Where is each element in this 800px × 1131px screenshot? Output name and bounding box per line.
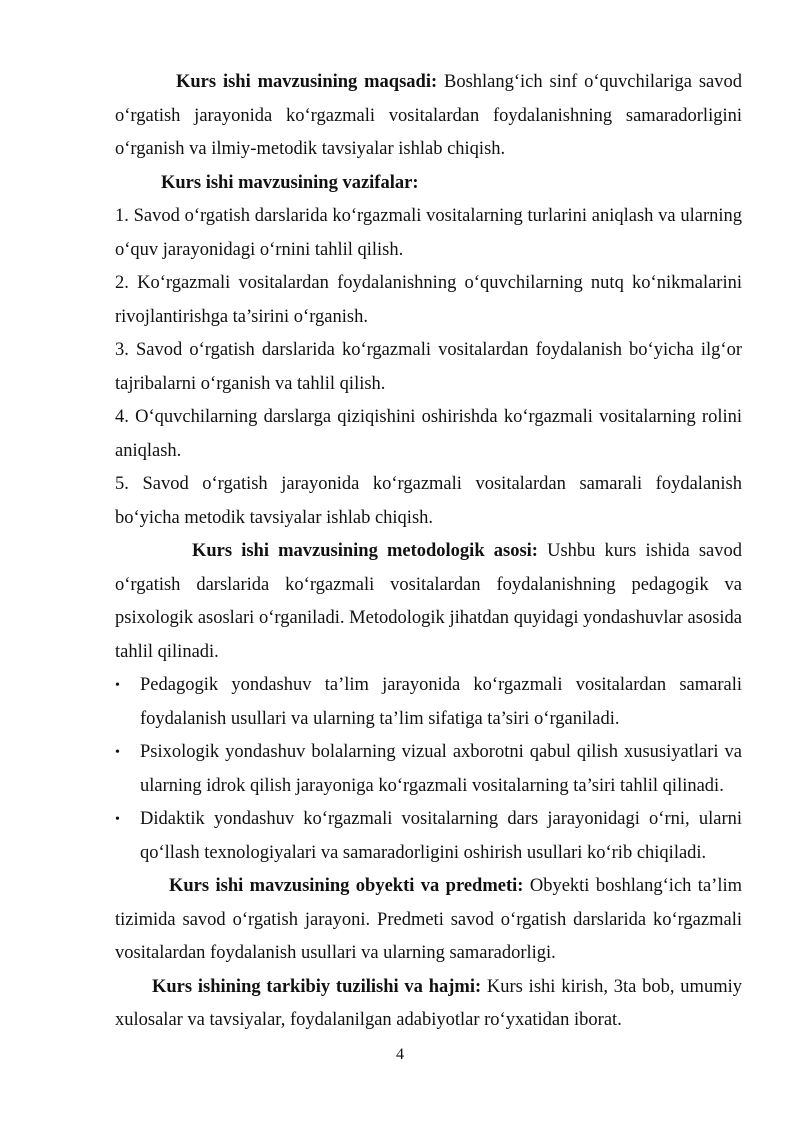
methodology-text: Ushbu kurs ishida savod o‘rgatish darslarida ko‘rgazmali vositalardan foydalanishning pedagogik va psixologik asoslari o‘rganiladi. Metodologik jihatdan quyidagi yondashuvlar asosida tahlil qilinadi.	[115, 541, 742, 662]
methodology-label: Kurs ishi mavzusining metodologik asosi:	[192, 541, 538, 561]
list-item	[115, 669, 742, 736]
approach-list	[115, 669, 742, 870]
approach-psychological: Psixologik yondashuv bolalarning vizual axborotni qabul qilish xususiyatlari va ularning idrok qilish jarayoniga ko‘rgazmali vositalarning ta’siri tahlil qilinadi.	[140, 742, 742, 796]
object-subject-text: Obyekti boshlang‘ich ta’lim tizimida savod o‘rgatish jarayoni. Predmeti savod o‘rgatish darslarida ko‘rgazmali vositalardan foydalanish usullari va ularning samaradorligi.	[115, 876, 742, 963]
object-subject-paragraph	[115, 870, 742, 971]
tasks-heading: Kurs ishi mavzusining vazifalar:	[161, 172, 419, 193]
methodology-paragraph	[115, 535, 742, 669]
approach-pedagogical: Pedagogik yondashuv ta’lim jarayonida ko‘rgazmali vositalardan samarali foydalanish usullari va ularning ta’lim sifatiga ta’siri o‘rganiladi.	[140, 675, 742, 729]
task-item-2: 2. Ko‘rgazmali vositalardan foydalanishning o‘quvchilarning nutq ko‘nikmalarini rivojlantirishga ta’sirini o‘rganish.	[115, 273, 742, 327]
purpose-paragraph	[115, 66, 742, 167]
page-number: 4	[396, 1046, 404, 1063]
task-item-1: 1. Savod o‘rgatish darslarida ko‘rgazmali vositalarning turlarini aniqlash va ularning o‘quv jarayonidagi o‘rnini tahlil qilish.	[115, 206, 742, 260]
task-item-3: 3. Savod o‘rgatish darslarida ko‘rgazmali vositalardan foydalanish bo‘yicha ilg‘or tajribalarni o‘rganish va tahlil qilish.	[115, 340, 742, 394]
bullet-icon: •	[115, 678, 120, 693]
structure-text: Kurs ishi kirish, 3ta bob, umumiy xulosalar va tavsiyalar, foydalanilgan adabiyotlar ro‘yxatidan iborat.	[115, 976, 742, 1030]
structure-label: Kurs ishining tarkibiy tuzilishi va hajmi:	[152, 976, 482, 997]
object-subject-label: Kurs ishi mavzusining obyekti va predmeti:	[169, 876, 524, 896]
bullet-icon: •	[115, 745, 120, 760]
structure-paragraph	[115, 971, 742, 1038]
purpose-text: Boshlang‘ich sinf o‘quvchilariga savod o‘rgatish jarayonida ko‘rgazmali vositalardan foydalanishning samaradorligini o‘rganish va ilmiy-metodik tavsiyalar ishlab chiqish.	[115, 72, 742, 159]
task-item-4: 4. O‘quvchilarning darslarga qiziqishini oshirishda ko‘rgazmali vositalarning rolini aniqlash.	[115, 407, 742, 461]
approach-didactic: Didaktik yondashuv ko‘rgazmali vositalarning dars jarayonidagi o‘rni, ularni qo‘llash texnologiyalari va samaradorligini oshirish usullari ko‘rib chiqiladi.	[140, 809, 742, 863]
list-item	[115, 803, 742, 870]
task-item-5: 5. Savod o‘rgatish jarayonida ko‘rgazmali vositalardan samarali foydalanish bo‘yicha metodik tavsiyalar ishlab chiqish.	[115, 474, 742, 528]
bullet-icon: •	[115, 812, 120, 827]
document-page	[115, 66, 742, 1038]
purpose-label: Kurs ishi mavzusining maqsadi:	[176, 72, 438, 92]
list-item	[115, 736, 742, 803]
